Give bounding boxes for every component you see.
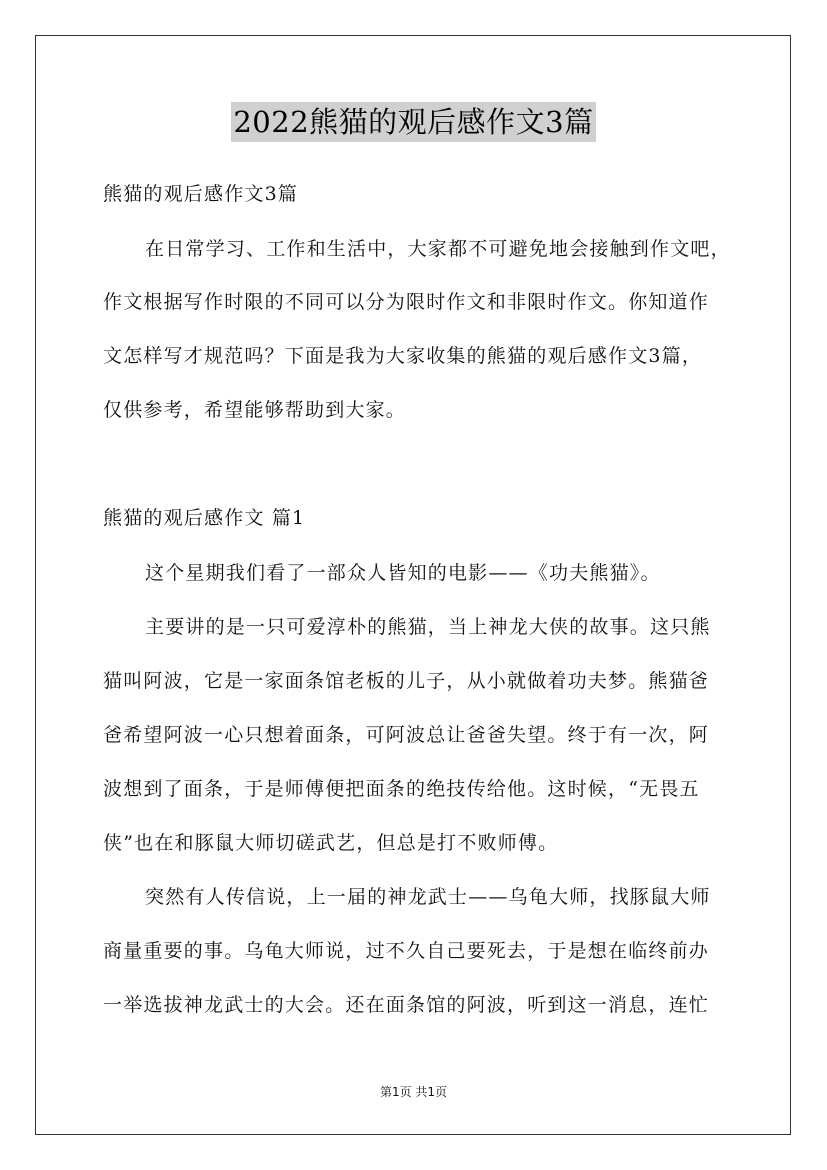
document-title: 2022熊猫的观后感作文3篇 (231, 102, 595, 142)
paragraph-line: 作文根据写作时限的不同可以分为限时作文和非限时作文。你知道作 (103, 291, 710, 313)
paragraph-line: 在日常学习、工作和生活中，大家都不可避免地会接触到作文吧， (145, 238, 731, 260)
paragraph-line: 商量重要的事。乌龟大师说，过不久自己要死去，于是想在临终前办 (103, 940, 710, 962)
paragraph-line: 这个星期我们看了一部众人皆知的电影——《功夫熊猫》。 (145, 562, 661, 584)
subtitle-line: 熊猫的观后感作文3篇 (103, 183, 299, 205)
paragraph-line: 文怎样写才规范吗？下面是我为大家收集的熊猫的观后感作文3篇， (103, 345, 703, 367)
paragraph-line: 猫叫阿波，它是一家面条馆老板的儿子，从小就做着功夫梦。熊猫爸 (103, 670, 710, 692)
paragraph-line: 一举选拔神龙武士的大会。还在面条馆的阿波，听到这一消息，连忙 (103, 994, 710, 1016)
paragraph-line: 突然有人传信说，上一届的神龙武士——乌龟大师，找豚鼠大师 (145, 886, 711, 908)
paragraph-line: 主要讲的是一只可爱淳朴的熊猫，当上神龙大侠的故事。这只熊 (145, 616, 711, 638)
paragraph-line: 侠”也在和豚鼠大师切磋武艺，但总是打不败师傅。 (103, 832, 559, 854)
paragraph-line: 爸希望阿波一心只想着面条，可阿波总让爸爸失望。终于有一次，阿 (103, 724, 710, 746)
section-heading: 熊猫的观后感作文 篇1 (103, 507, 306, 529)
paragraph-line: 仅供参考，希望能够帮助到大家。 (103, 399, 407, 421)
paragraph-line: 波想到了面条，于是师傅便把面条的绝技传给他。这时候，“无畏五 (103, 778, 700, 800)
title-block (0, 102, 827, 142)
page-number: 第1页 共1页 (379, 1085, 448, 1099)
